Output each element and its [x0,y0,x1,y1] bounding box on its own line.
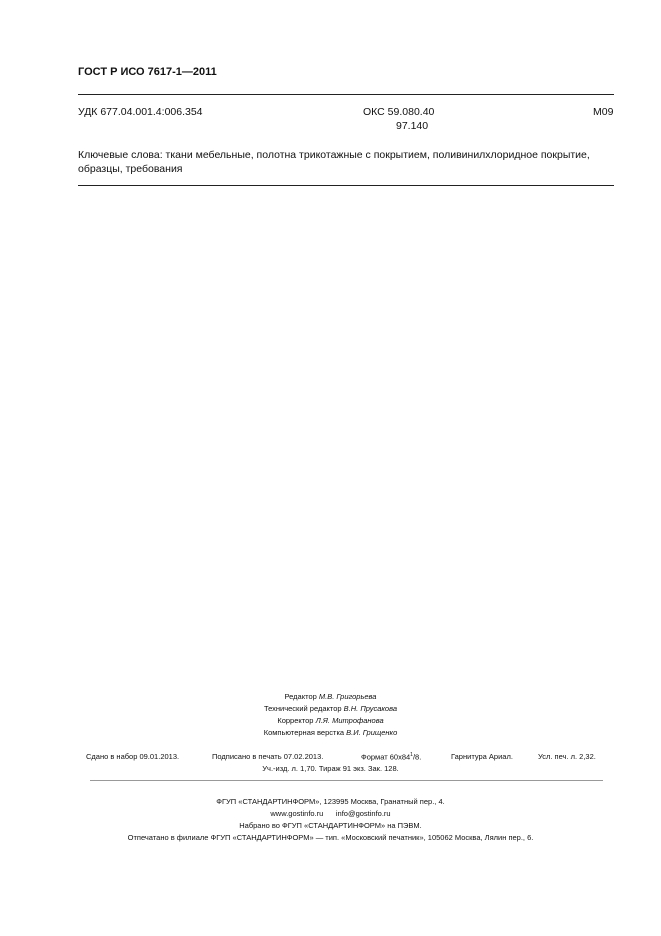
credit-corrector [0,715,661,727]
pub-format-suffix: /8. [412,752,422,762]
footer-contacts [0,808,661,820]
credit-editor [0,691,661,703]
pub-submitted: Сдано в набор 09.01.2013. [86,752,180,761]
pub-format [361,752,421,762]
credit-layout [0,727,661,739]
header-divider-top [78,94,614,95]
header-divider-bottom [78,185,614,186]
footer-site-link[interactable]: www.gostinfo.ru [270,809,324,818]
udk-code: УДК 677.04.001.4:006.354 [78,106,203,118]
credit-tech-editor [0,703,661,715]
keywords: Ключевые слова: ткани мебельные, полотна трикотажные с покрытием, поливинилхлоридное покрытие, образцы, требования [78,149,590,175]
pub-signed: Подписано в печать 07.02.2013. [212,752,324,761]
footer-email-link[interactable]: info@gostinfo.ru [335,809,391,818]
pub-details: Уч.-изд. л. 1,70. Тираж 91 экз. Зак. 128. [262,764,399,773]
credit-editor-label: Редактор [284,692,317,701]
footer-typeset: Набрано во ФГУП «СТАНДАРТИНФОРМ» на ПЭВМ. [239,821,422,830]
document-title: ГОСТ Р ИСО 7617-1—2011 [78,66,217,78]
footer-address: ФГУП «СТАНДАРТИНФОРМ», 123995 Москва, Гранатный пер., 4. [216,797,445,806]
pub-print-sheets: Усл. печ. л. 2,32. [538,752,596,761]
footer-divider [90,780,603,781]
credit-tech-editor-label: Технический редактор [263,704,342,713]
credit-corrector-name: Л.Я. Митрофанова [315,716,384,725]
footer-printed: Отпечатано в филиале ФГУП «СТАНДАРТИНФОРМ» — тип. «Московский печатник», 105062 Москва, Лялин пер., 6. [127,833,534,842]
credit-editor-name: М.В. Григорьева [318,692,377,701]
credit-corrector-label: Корректор [277,716,314,725]
pub-typeface: Гарнитура Ариал. [451,752,513,761]
credit-tech-editor-name: В.Н. Прусакова [343,704,398,713]
credit-layout-name: В.И. Грищенко [346,728,398,737]
oks-code-secondary: 97.140 [396,120,429,132]
credit-layout-label: Компьютерная верстка [263,728,345,737]
classification-code: М09 [593,106,614,118]
oks-code: ОКС 59.080.40 [363,106,435,118]
pub-format-sup: 1 [410,752,413,758]
pub-format-prefix: Формат 60х84 [361,752,411,762]
